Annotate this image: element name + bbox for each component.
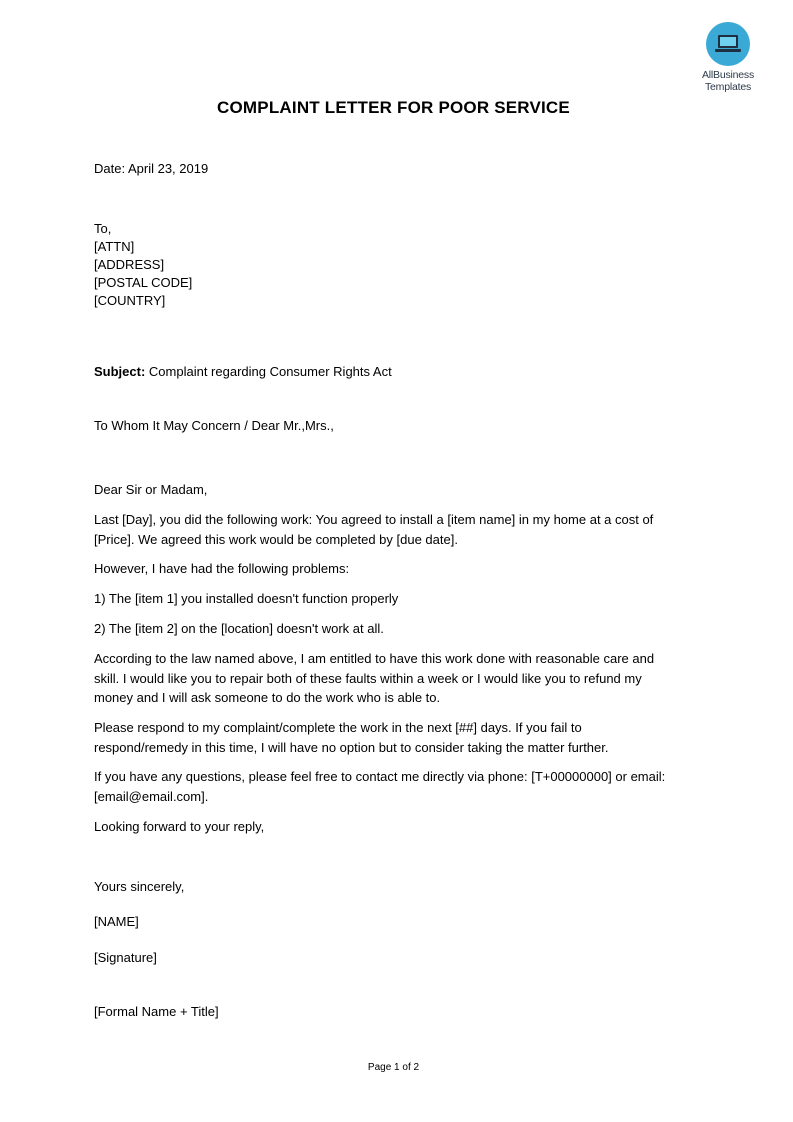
closing-formal-name: [Formal Name + Title] <box>94 1004 219 1019</box>
problem-item-2: 2) The [item 2] on the [location] doesn't work at all. <box>94 621 384 636</box>
page-number: Page 1 of 2 <box>367 1062 420 1073</box>
address-attn: [ATTN] <box>94 239 135 254</box>
paragraph-6-line-1: Please respond to my complaint/complete the work in the next [##] days. If you fail to <box>94 720 582 735</box>
paragraph-1 <box>94 510 694 549</box>
paragraph-1-line-1: Last [Day], you did the following work: You agreed to install a [item name] in my home at a cost of <box>94 512 654 527</box>
paragraph-5-line-1: According to the law named above, I am entitled to have this work done with reasonable care and <box>94 651 655 666</box>
letter-date: Date: April 23, 2019 <box>94 161 209 176</box>
paragraph-7-line-2: [email@email.com]. <box>94 788 209 804</box>
paragraph-5 <box>94 649 694 708</box>
subject-label: Subject: <box>94 364 146 379</box>
address-to: To, <box>94 221 112 236</box>
address-postal: [POSTAL CODE] <box>94 275 193 290</box>
address-country: [COUNTRY] <box>94 293 166 308</box>
paragraph-8: Looking forward to your reply, <box>94 819 265 834</box>
logo-text <box>690 69 766 93</box>
subject-text: Complaint regarding Consumer Rights Act <box>145 364 392 379</box>
document-title: COMPLAINT LETTER FOR POOR SERVICE <box>217 98 570 117</box>
paragraph-2: However, I have had the following problems: <box>94 561 350 576</box>
allbusiness-logo <box>690 22 766 93</box>
closing-sincerely: Yours sincerely, <box>94 879 185 894</box>
paragraph-7 <box>94 767 694 806</box>
laptop-icon <box>706 22 750 66</box>
subject-line <box>94 362 392 381</box>
paragraph-5-line-2: skill. I would like you to repair both of these faults within a week or I would like you to refund my <box>94 670 642 686</box>
salutation-alt: To Whom It May Concern / Dear Mr.,Mrs., <box>94 418 334 433</box>
paragraph-1-line-2: [Price]. We agreed this work would be completed by [due date]. <box>94 531 458 547</box>
closing-name: [NAME] <box>94 914 139 929</box>
logo-text-line1: AllBusiness <box>701 69 755 81</box>
greeting: Dear Sir or Madam, <box>94 482 208 497</box>
paragraph-5-line-3: money and I will ask someone to do the work who is able to. <box>94 690 441 705</box>
paragraph-6-line-2: respond/remedy in this time, I will have no option but to consider taking the matter further. <box>94 739 609 755</box>
paragraph-6 <box>94 718 694 757</box>
address-street: [ADDRESS] <box>94 257 165 272</box>
problem-item-1: 1) The [item 1] you installed doesn't function properly <box>94 591 399 606</box>
paragraph-7-line-1: If you have any questions, please feel free to contact me directly via phone: [T+00000000] or email: <box>94 769 666 784</box>
logo-text-line2: Templates <box>704 81 752 93</box>
closing-signature: [Signature] <box>94 950 157 965</box>
